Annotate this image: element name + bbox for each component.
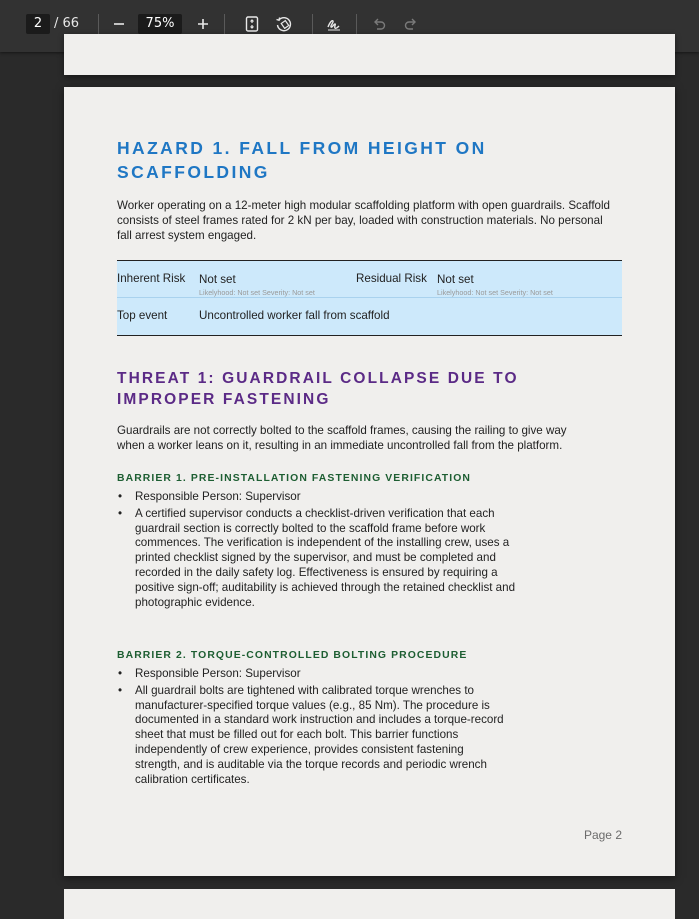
fit-page-icon (245, 16, 259, 32)
page-total-label: / 66 (54, 16, 80, 31)
undo-icon (372, 17, 386, 31)
zoom-out-button[interactable] (107, 12, 131, 36)
inherent-risk-sub: Likelyhood: Not set Severity: Not set (199, 288, 315, 297)
list-item (117, 490, 517, 505)
draw-icon (326, 16, 342, 32)
bullet: • (118, 490, 123, 503)
list-item (117, 667, 509, 682)
barrier-2-description: All guardrail bolts are tightened with calibrated torque wrenches to manufacturer-specified torque values (e.g., 85 Nm). The procedure is documented in a standard work instruction and includes a torque-record sheet that must be filled out for each bolt. This barrier functions independently of crew experience, provides consistent fastening strength, and is auditable via the torque records and periodic wrench calibration certificates. (135, 683, 504, 786)
hazard-title: HAZARD 1. FALL FROM HEIGHT ON SCAFFOLDING (117, 138, 487, 182)
zoom-level-input[interactable]: 75% (138, 14, 182, 34)
rotate-icon (275, 15, 293, 33)
residual-risk-sub: Likelyhood: Not set Severity: Not set (437, 288, 553, 297)
toolbar-divider (356, 14, 357, 34)
toolbar-divider (312, 14, 313, 34)
redo-button[interactable] (399, 12, 423, 36)
threat-title: THREAT 1: GUARDRAIL COLLAPSE DUE TO IMPROPER FASTENING (117, 370, 519, 408)
zoom-in-button[interactable] (191, 12, 215, 36)
barrier-1-description: A certified supervisor conducts a checklist-driven verification that each guardrail section is correctly bolted to the scaffold frame before work commences. The verification is independent of the installing crew, uses a printed checklist signed by the supervisor, and must be completed and recorded in the daily safety log. Effectiveness is ensured by requiring a positive sign-off; auditability is achieved through the retained checklist and photographic evidence. (135, 506, 516, 609)
risk-table (117, 260, 622, 336)
residual-risk-label: Residual Risk (356, 272, 427, 285)
fit-page-button[interactable] (240, 12, 264, 36)
bullet: • (118, 506, 123, 520)
draw-button[interactable] (322, 12, 346, 36)
list-item (117, 507, 517, 611)
rotate-button[interactable] (272, 12, 296, 36)
barrier-2-list (117, 667, 509, 789)
barrier-2-title: BARRIER 2. TORQUE-CONTROLLED BOLTING PROCEDURE (117, 650, 468, 661)
top-event-label: Top event (117, 309, 168, 322)
toolbar-divider (224, 14, 225, 34)
next-page (64, 889, 675, 919)
residual-risk-value: Not set (437, 273, 474, 286)
toolbar-divider (98, 14, 99, 34)
inherent-risk-value: Not set (199, 273, 236, 286)
barrier-1-title: BARRIER 1. PRE-INSTALLATION FASTENING VERIFICATION (117, 473, 472, 484)
hazard-description: Worker operating on a 12-meter high modular scaffolding platform with open guardrails. Scaffold consists of steel frames rated for 2 kN per bay, loaded with construction materials. No personal fall arrest system engaged. (117, 199, 611, 242)
document-page (64, 87, 675, 876)
barrier-2-responsible: Responsible Person: Supervisor (135, 667, 301, 680)
list-item (117, 684, 509, 788)
undo-button[interactable] (367, 12, 391, 36)
page-number-input[interactable]: 2 (26, 14, 50, 34)
plus-icon (197, 18, 209, 30)
barrier-1-list (117, 490, 517, 612)
page-number-label: Page 2 (583, 828, 622, 842)
inherent-risk-label: Inherent Risk (117, 272, 186, 285)
threat-description: Guardrails are not correctly bolted to the scaffold frames, causing the railing to give way when a worker leans on it, resulting in an immediate uncontrolled fall from the platform. (117, 424, 567, 452)
bullet: • (118, 667, 123, 680)
barrier-1-responsible: Responsible Person: Supervisor (135, 490, 301, 503)
top-event-value: Uncontrolled worker fall from scaffold (199, 309, 390, 322)
previous-page (64, 34, 675, 75)
table-divider (117, 297, 622, 298)
redo-icon (404, 17, 418, 31)
minus-icon (113, 18, 125, 30)
bullet: • (118, 683, 123, 697)
